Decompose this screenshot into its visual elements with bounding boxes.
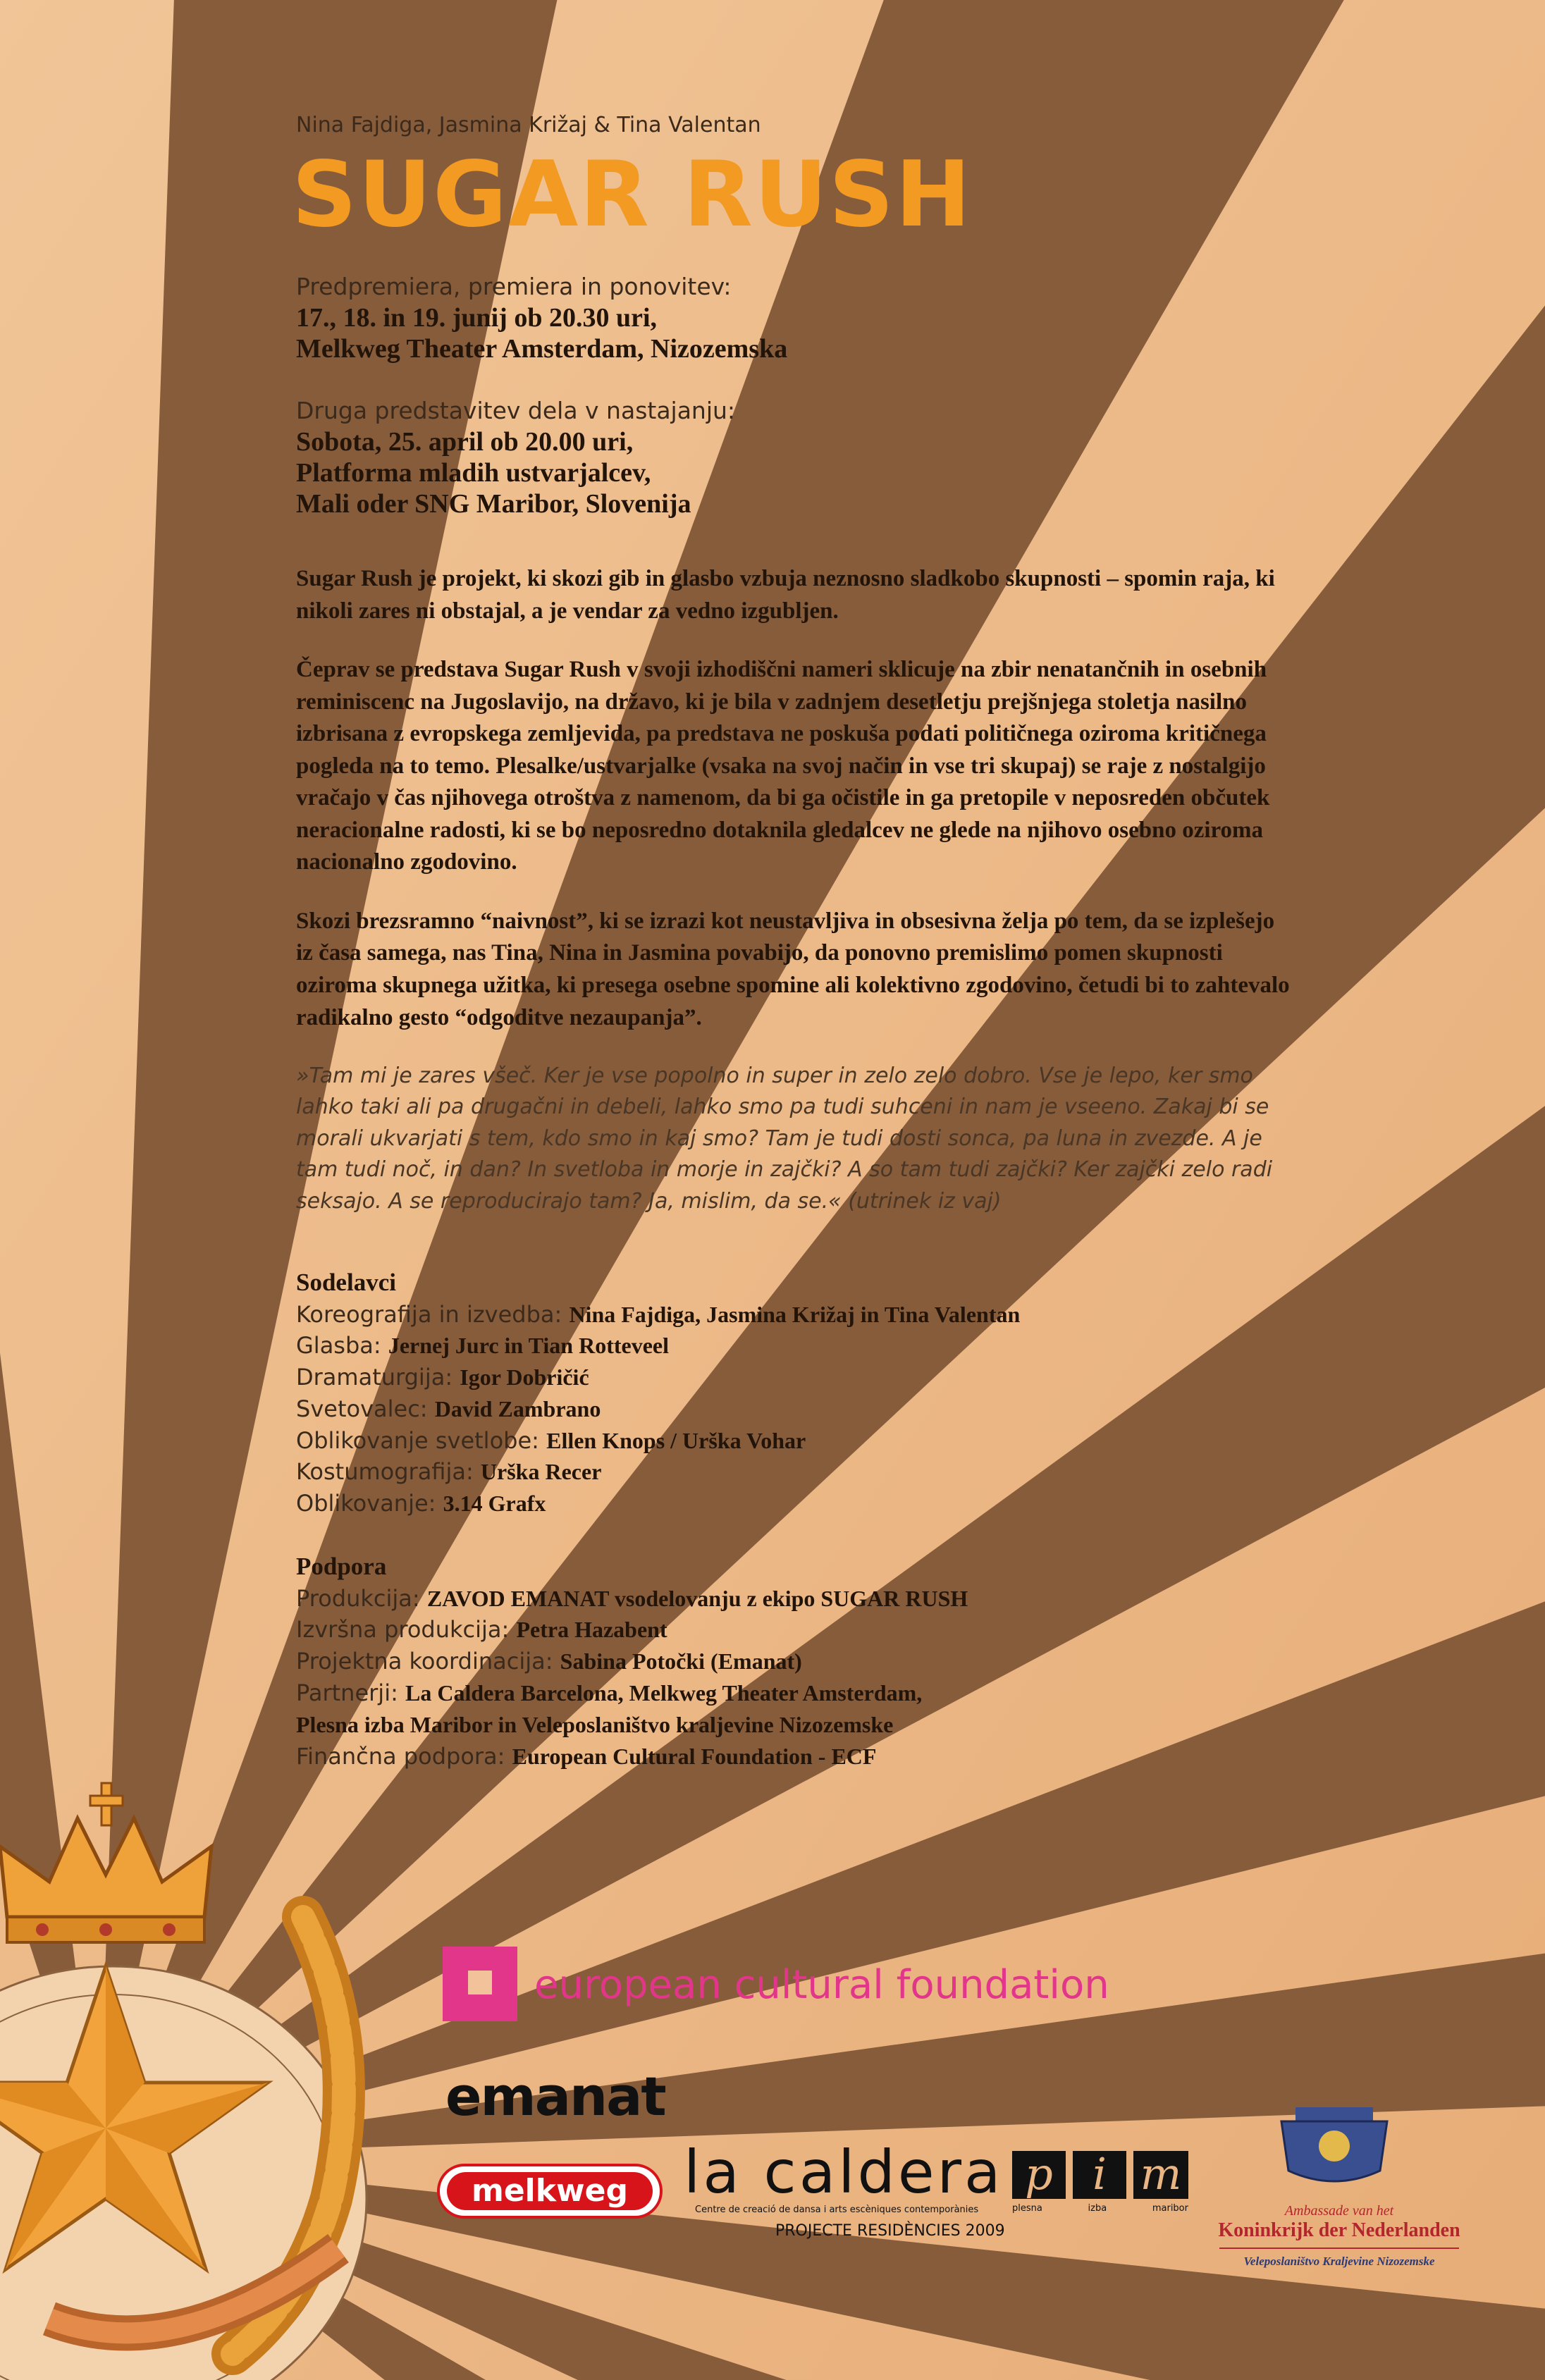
podpora-list — [296, 1583, 1367, 1772]
credit-value: David Zambrano — [434, 1395, 601, 1422]
ecf-square-icon — [443, 1947, 517, 2021]
pim-label: plesna — [1012, 2203, 1042, 2214]
pim-label: izba — [1088, 2203, 1107, 2214]
authors: Nina Fajdiga, Jasmina Križaj & Tina Valentan — [296, 113, 761, 137]
caldera-name: la caldera — [684, 2138, 1004, 2207]
paragraph: Sugar Rush je projekt, ki skozi gib in glasbo vzbuja neznosno sladkobo skupnosti – spomin raja, ki nikoli zares ni obstajal, a je vendar za vedno izgubljen. — [296, 566, 1275, 624]
plesna-izba-logo — [1012, 2148, 1188, 2214]
support-value: Plesna izba Maribor in Veleposlaništvo kraljevine Nizozemske — [296, 1711, 894, 1737]
credit-row — [296, 1456, 1367, 1488]
sodelavci-list — [296, 1299, 1367, 1520]
credit-row — [296, 1393, 1367, 1425]
pim-label: maribor — [1152, 2203, 1188, 2214]
credit-value: Jernej Jurc in Tian Rotteveel — [388, 1333, 670, 1359]
pim-letter: i — [1073, 2151, 1126, 2199]
paragraph: Čeprav se predstava Sugar Rush v svoji izhodiščni nameri sklicuje na zbir nenatančnih in osebnih reminiscenc na Jugoslavijo, na državo, ki je bila v zadnjem desetletju prejšnjega stoletja nasilno izbrisana z evropskega zemljevida, pa predstava ne poskuša podati političnega oziroma kritičnega pogleda na to temo. Plesalke/ustvarjalke (vsaka na svoj način in vse tri skupaj) se raje z nostalgijo vračajo v čas njihovega otroštva z namenom, da bi ga očistile in ga pretopile v neposreden občutek neracionalne radosti, ki se bo neposredno dotaknila gledalcev ne glede na njihovo osebno oziroma nacionalno zgodovino. — [296, 657, 1270, 875]
support-row — [296, 1646, 1367, 1677]
support-label: Projektna koordinacija: — [296, 1648, 560, 1675]
credit-value: Nina Fajdiga, Jasmina Križaj in Tina Valentan — [569, 1301, 1021, 1327]
credit-label: Glasba: — [296, 1332, 388, 1359]
credit-label: Kostumografija: — [296, 1458, 481, 1486]
melkweg-logo-text: melkweg — [447, 2172, 653, 2210]
support-label: Partnerji: — [296, 1679, 406, 1706]
support-value: Petra Hazabent — [516, 1617, 667, 1643]
support-label: Izvršna produkcija: — [296, 1616, 517, 1644]
support-value: La Caldera Barcelona, Melkweg Theater Amsterdam, — [405, 1679, 923, 1706]
embassy-name: Koninkrijk der Nederlanden — [1218, 2219, 1460, 2241]
poster-text-column — [292, 113, 1367, 1772]
premiere-date: 17., 18. in 19. junij ob 20.30 uri, — [296, 302, 658, 333]
second-show-intro: Druga predstavitev dela v nastajanju: — [296, 397, 736, 425]
pim-letter: p — [1012, 2151, 1066, 2199]
caldera-project: PROJECTE RESIDÈNCIES 2009 — [775, 2222, 1005, 2240]
support-value: European Cultural Foundation - ECF — [512, 1743, 877, 1769]
paragraph: Skozi brezsramno “naivnost”, ki se izrazi kot neustavljiva in obsesivna želja po tem, da se izplešejo iz časa samega, nas Tina, Nina in Jasmina povabijo, da ponovno premislimo pomen skupnosti oziroma skupnega užitka, ki presega osebne spomine ali kolektivno zgodovino, četudi bi to zahtevalo radikalno gesto “odgoditve nezaupanja”. — [296, 908, 1290, 1030]
ecf-logo-text: european cultural foundation — [534, 1962, 1109, 2008]
la-caldera-logo — [684, 2138, 1005, 2240]
second-show-block — [296, 395, 1367, 519]
rehearsal-quote: »Tam mi je zares všeč. Ker je vse popolno in super in zelo zelo dobro. Vse je lepo, ker smo lahko taki ali pa drugačni in debeli, lahko smo pa tudi suhceni in nam je vseeno. Zakaj bi se morali ukvarjati s tem, kdo smo in kaj smo? Tam je tudi dosti sonca, pa luna in zvezde. A je tam tudi noč, in dan? In svetloba in morje in zajčki? A so tam tudi zajčki? Ker zajčki zelo radi seksajo. A se reproducirajo tam? Ja, mislim, da se.« (utrinek iz vaj) — [296, 1063, 1273, 1214]
credit-value: Ellen Knops / Urška Vohar — [546, 1427, 806, 1453]
support-row — [296, 1583, 1367, 1615]
credit-row — [296, 1299, 1367, 1331]
podpora-heading: Podpora — [296, 1553, 387, 1581]
sodelavci-heading: Sodelavci — [296, 1269, 396, 1296]
credit-value: 3.14 Grafx — [443, 1491, 546, 1517]
credit-label: Oblikovanje svetlobe: — [296, 1426, 547, 1454]
credit-label: Dramaturgija: — [296, 1364, 460, 1391]
netherlands-embassy-logo — [1205, 2197, 1473, 2269]
credit-row — [296, 1425, 1367, 1457]
support-row — [296, 1741, 1367, 1772]
second-show-date: Sobota, 25. april ob 20.00 uri, — [296, 426, 634, 457]
credit-row — [296, 1488, 1367, 1519]
support-row — [296, 1709, 1367, 1741]
pim-letter: m — [1133, 2151, 1188, 2199]
support-value: Sabina Potočki (Emanat) — [560, 1648, 802, 1675]
credit-row — [296, 1362, 1367, 1393]
poster-title: SUGAR RUSH — [292, 142, 973, 247]
support-value: ZAVOD EMANAT vsodelovanju z ekipo SUGAR RUSH — [426, 1585, 968, 1611]
credit-value: Urška Recer — [480, 1459, 602, 1485]
support-row — [296, 1677, 1367, 1709]
second-show-venue: Mali oder SNG Maribor, Slovenija — [296, 489, 691, 519]
credit-label: Oblikovanje: — [296, 1490, 443, 1517]
embassy-slovene-name: Veleposlaništvo Kraljevine Nizozemske — [1243, 2255, 1435, 2268]
support-row — [296, 1614, 1367, 1646]
premiere-block — [296, 271, 1367, 364]
credit-value: Igor Dobričić — [460, 1364, 589, 1391]
dutch-arms-icon — [1281, 2107, 1387, 2181]
support-label: Finančna podpora: — [296, 1742, 512, 1770]
premiere-intro: Predpremiera, premiera in ponovitev: — [296, 273, 732, 300]
second-show-platform: Platforma mladih ustvarjalcev, — [296, 457, 651, 488]
embassy-small-text: Ambassade van het — [1284, 2203, 1394, 2219]
emanat-logo: emanat — [445, 2065, 665, 2128]
credit-label: Svetovalec: — [296, 1395, 435, 1422]
support-label: Produkcija: — [296, 1584, 427, 1612]
caldera-subtitle: Centre de creació de dansa i arts escèniques contemporànies — [695, 2205, 979, 2215]
credit-label: Koreografija in izvedba: — [296, 1300, 570, 1328]
credit-row — [296, 1330, 1367, 1362]
premiere-venue: Melkweg Theater Amsterdam, Nizozemska — [296, 333, 788, 364]
melkweg-logo — [437, 2164, 663, 2219]
